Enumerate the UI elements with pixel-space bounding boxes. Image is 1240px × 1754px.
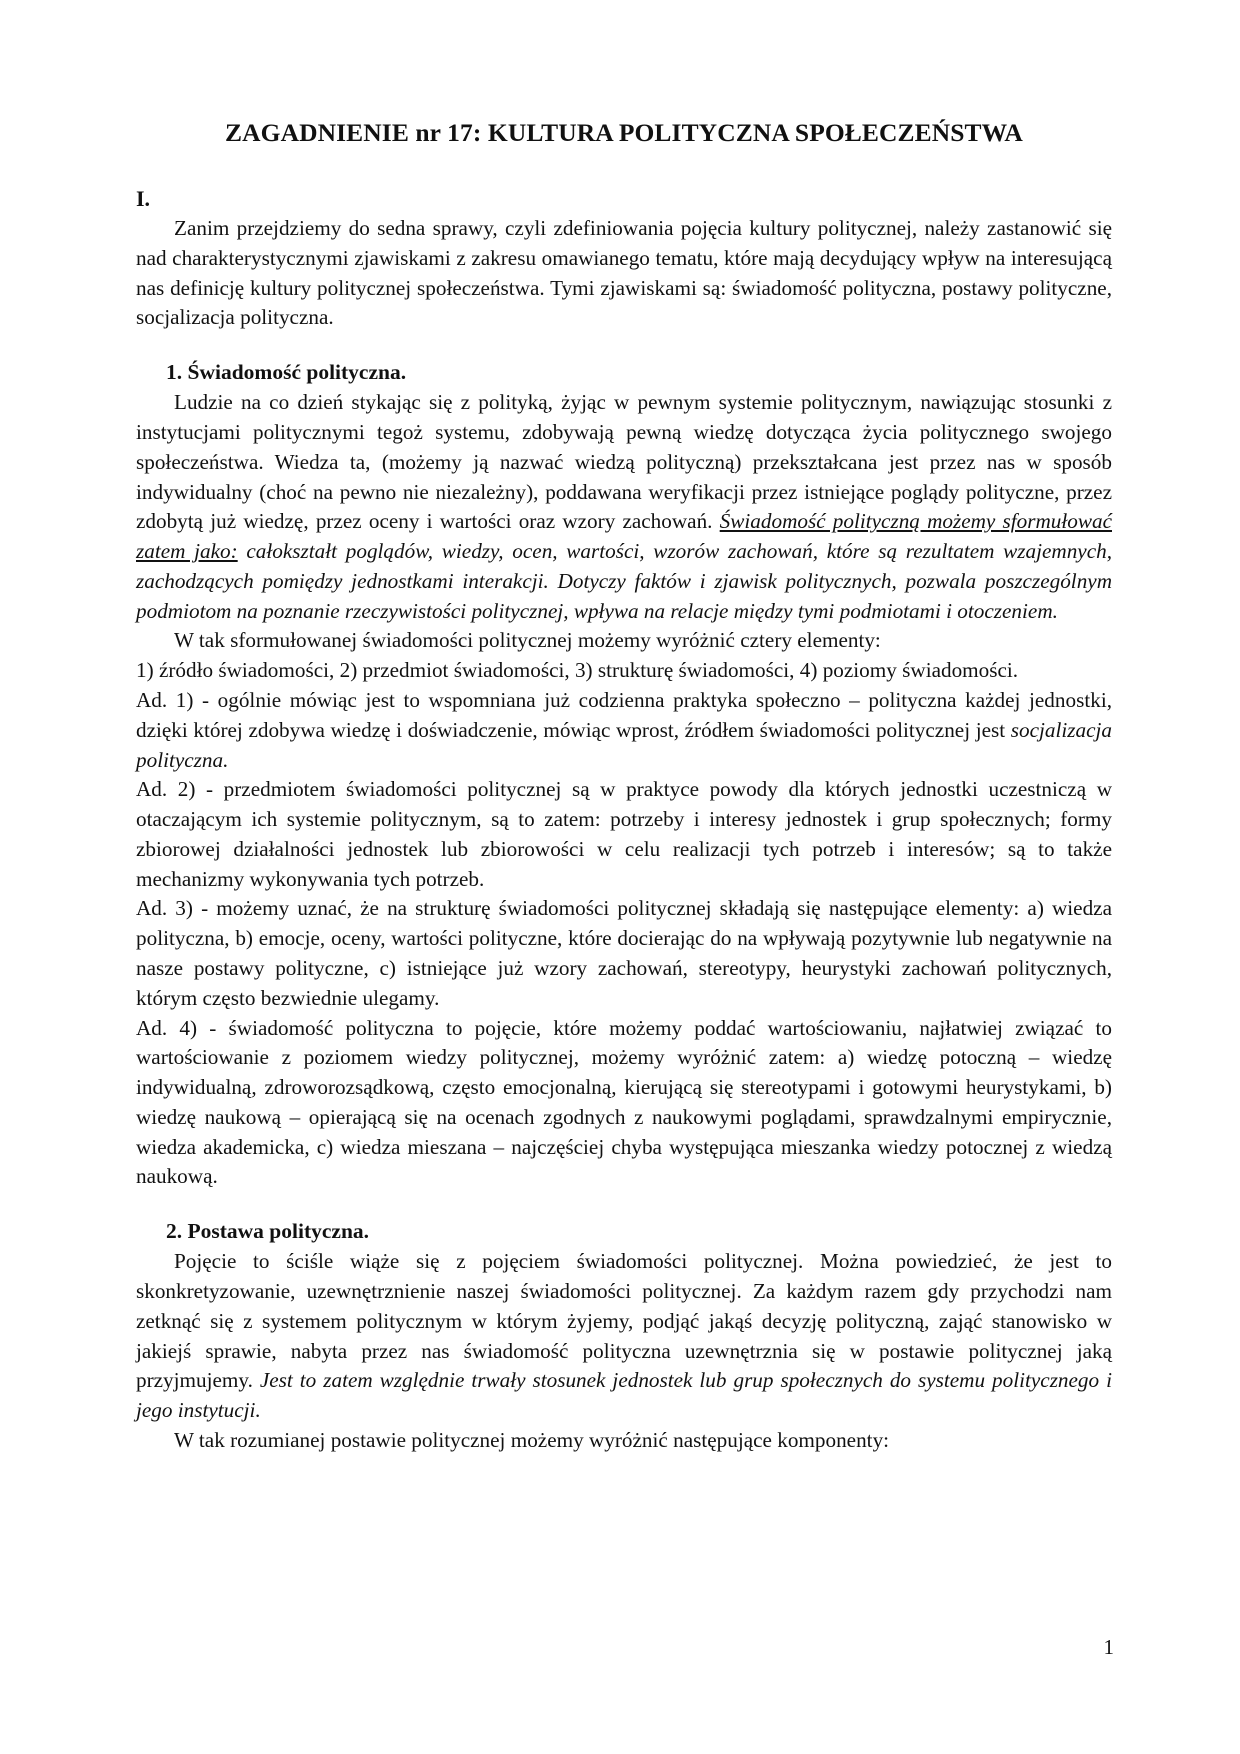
section-2-paragraph-1 (136, 1247, 1112, 1426)
page-title: ZAGADNIENIE nr 17: KULTURA POLITYCZNA SPOŁECZEŃSTWA (225, 118, 1023, 147)
intro-paragraph: Zanim przejdziemy do sedna sprawy, czyli zdefiniowania pojęcia kultury politycznej, należy zastanowić się nad charakterystycznymi zjawiskami z zakresu omawianego tematu, które mają decydujący wpływ na interesującą nas definicję kultury politycznej społeczeństwa. Tymi zjawiskami są: świadomość polityczna, postawy polityczne, socjalizacja polityczna. (136, 216, 1112, 330)
section-2-paragraph-1-emphasis: Jest to zatem względnie trwały stosunek jednostek lub grup społecznych do systemu politycznego i jego instytucji. (136, 1368, 1112, 1423)
section-1-ad-1-emphasis: socjalizacja polityczna. (136, 717, 1112, 772)
section-1-ad-1-plain: Ad. 1) - ogólnie mówiąc jest to wspomniana już codzienna praktyka społeczno – polityczna każdej jednostki, dzięki której zdobywa wiedzę i doświadczenie, mówiąc wprost, źródłem świadomości politycznej jest (136, 687, 1112, 742)
section-1-paragraph-2: W tak sformułowanej świadomości politycznej możemy wyróżnić cztery elementy: (174, 628, 881, 653)
definition-body-emphasis: całokształt poglądów, wiedzy, ocen, wartości, wzorów zachowań, które są rezultatem wzajemnych, zachodzących pomiędzy jednostkami interakcji. Dotyczy faktów i zjawisk politycznych, pozwala poszczególnym podmiotom na poznanie rzeczywistości politycznej, wpływa na relacje między tymi podmiotami i otoczeniem. (136, 539, 1112, 623)
section-1-ad-3: Ad. 3) - możemy uznać, że na strukturę świadomości politycznej składają się następujące elementy: a) wiedza polityczna, b) emocje, oceny, wartości polityczne, które docierając do na wpływają pozytywnie lub negatywnie na nasze postawy polityczne, c) istniejące już wzory zachowań, stereotypy, heurystyki zachowań politycznych, którym często bezwiednie ulegamy. (136, 896, 1112, 1010)
section-2-paragraph-1-plain: Pojęcie to ściśle wiąże się z pojęciem świadomości politycznej. Można powiedzieć, że jest to skonkretyzowanie, uzewnętrznienie naszej świadomości politycznej. Za każdym razem gdy przychodzi nam zetknąć się z systemem politycznym w którym żyjemy, podjąć jakąś decyzję polityczną, zająć stanowisko w jakiejś sprawie, nabyta przez nas świadomość polityczna uzewnętrznia się w postawie politycznej jaką przyjmujemy. (136, 1249, 1112, 1393)
section-heading-2: 2. Postawa polityczna. (166, 1219, 370, 1244)
section-marker-roman: I. (136, 185, 151, 211)
section-1-ad-4: Ad. 4) - świadomość polityczna to pojęcie, które możemy poddać wartościowaniu, najłatwiej związać to wartościowanie z poziomem wiedzy politycznej, możemy wyróżnić zatem: a) wiedzę potoczną – wiedzę indywidualną, zdroworozsądkową, często emocjonalną, kierującą się stereotypami i gotowymi heurystykami, b) wiedzę naukową – opierającą się na ocenach zgodnych z naukowymi poglądami, sprawdzalnymi empirycznie, wiedza akademicka, c) wiedza mieszana – najczęściej chyba występująca mieszanka wiedzy potocznej z wiedzą naukową. (136, 1015, 1112, 1189)
section-1-paragraph-1 (136, 388, 1112, 626)
section-1-ad-2: Ad. 2) - przedmiotem świadomości politycznej są w praktyce powody dla których jednostki uczestniczą w otaczającym ich systemie politycznym, są to zatem: potrzeby i interesy jednostek i grup społecznych; formy zbiorowej działalności jednostek lub zbiorowości w celu realizacji tych potrzeb i interesów; są to także mechanizmy wykonywania tych potrzeb. (136, 777, 1112, 891)
definition-lead-in-emphasis: Świadomość polityczną możemy sformułować zatem jako: (136, 509, 1112, 564)
section-1-paragraph-1-plain: Ludzie na co dzień stykając się z polityką, żyjąc w pewnym systemie politycznym, nawiązując stosunki z instytucjami politycznymi tegoż systemu, zdobywają pewną wiedzę dotycząca życia politycznego swojego społeczeństwa. Wiedza ta, (możemy ją nazwać wiedzą polityczną) przekształcana jest przez nas w sposób indywidualny (choć na pewno nie niezależny), poddawana weryfikacji przez istniejące poglądy polityczne, przez zdobytą już wiedzę, przez oceny i wartości oraz wzory zachowań. (136, 390, 1112, 534)
section-1-elements-list: 1) źródło świadomości, 2) przedmiot świadomości, 3) strukturę świadomości, 4) poziomy świadomości. (136, 658, 1019, 683)
page-number: 1 (1103, 1635, 1114, 1659)
section-heading-1: 1. Świadomość polityczna. (166, 360, 407, 385)
section-1-ad-1 (136, 686, 1112, 775)
section-2-paragraph-2: W tak rozumianej postawie politycznej możemy wyróżnić następujące komponenty: (174, 1427, 890, 1452)
